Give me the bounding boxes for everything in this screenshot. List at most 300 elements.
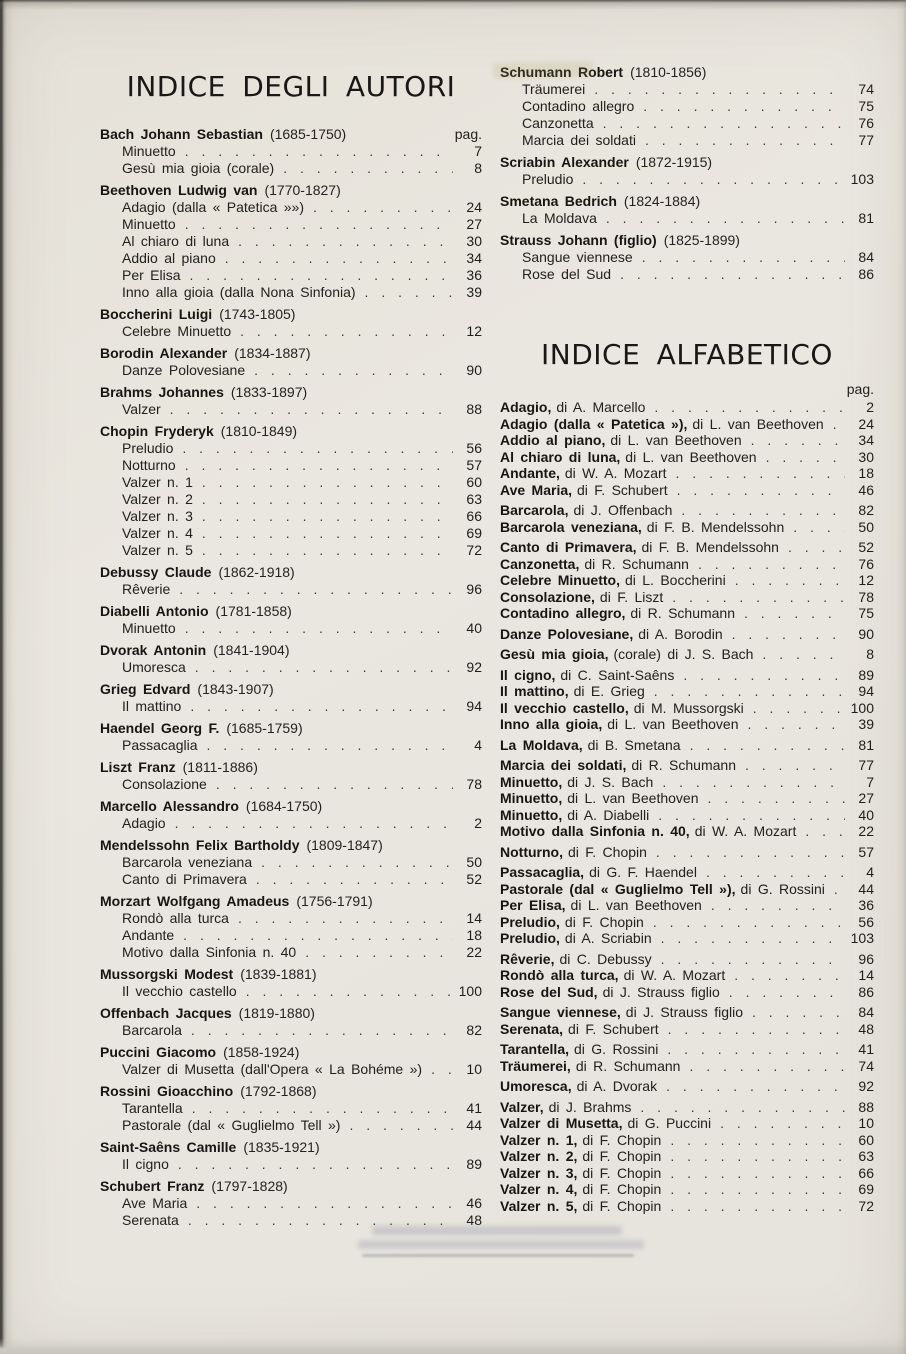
dot-leader	[734, 967, 845, 984]
entry-piece-title: Canto di Primavera,	[500, 539, 637, 555]
entry-composer: di L. van Beethoven	[625, 448, 757, 465]
page-number: 41	[858, 1041, 874, 1057]
index-entry-row	[500, 984, 874, 1001]
page-number: 69	[466, 525, 482, 541]
index-entry-row	[100, 854, 482, 871]
entry-title: Il cigno	[122, 1156, 169, 1172]
index-entry-row	[100, 457, 482, 474]
author-dates: (1825-1899)	[663, 232, 740, 248]
index-entry-row	[500, 774, 874, 791]
entry-title: Rose del Sud	[522, 266, 612, 282]
alpha-letter-group	[500, 844, 874, 861]
entry-composer: di C. Debussy	[559, 950, 652, 967]
entry-piece-title: Valzer,	[500, 1098, 544, 1115]
entry-title: Valzer di Musetta (dall'Opera « La Bohéme »)	[122, 1061, 423, 1077]
dot-leader	[833, 416, 845, 433]
index-entry-row	[100, 491, 482, 508]
page-number: 90	[858, 625, 874, 642]
page-number: 77	[858, 757, 874, 773]
author-name: Saint-Saêns Camille	[100, 1139, 237, 1155]
index-entry-row	[500, 1078, 874, 1095]
entry-composer: di C. Saint-Saêns	[560, 666, 675, 683]
entry-piece-title: La Moldava,	[500, 736, 583, 753]
entry-piece-title: Adagio (dalla « Patetica »),	[500, 415, 688, 432]
author-group	[100, 126, 482, 177]
entry-title: Marcia dei soldati	[522, 132, 636, 148]
author-group	[100, 1044, 482, 1078]
dot-leader	[195, 659, 453, 676]
index-entry-row	[500, 572, 874, 589]
entry-title	[500, 823, 796, 840]
dot-leader	[681, 502, 845, 519]
entry-title: Valzer	[122, 401, 161, 417]
index-entry-row	[500, 539, 874, 556]
entry-composer: di L. van Beethoven	[692, 415, 824, 432]
index-entry-row	[100, 620, 482, 637]
entry-piece-title: Rêverie,	[500, 950, 555, 967]
page-number: 76	[858, 555, 874, 572]
author-group	[100, 603, 482, 637]
author-name: Schumann Robert	[500, 64, 624, 80]
entry-composer: di F. Liszt	[599, 588, 664, 605]
entry-composer: di J. Brahms	[548, 1098, 632, 1115]
page-number: 30	[466, 233, 482, 249]
dot-leader	[670, 1198, 845, 1215]
dot-leader	[216, 776, 453, 793]
author-heading	[100, 759, 482, 776]
page-number: 8	[474, 160, 482, 176]
page-number: 27	[858, 790, 874, 806]
page-number: 77	[858, 132, 874, 148]
entry-composer: di J. Strauss figlio	[625, 1004, 743, 1020]
dot-leader	[191, 1022, 453, 1039]
page-number: 78	[858, 588, 874, 605]
dot-leader	[707, 790, 845, 807]
page-number: 86	[858, 266, 874, 282]
dot-leader	[175, 815, 453, 832]
entry-title: Serenata	[122, 1212, 179, 1228]
entry-title	[500, 626, 723, 643]
author-group	[100, 759, 482, 793]
index-entry-row	[500, 605, 874, 622]
authors-index-right-column	[500, 64, 874, 288]
dot-leader	[182, 440, 453, 457]
entry-title	[500, 1181, 661, 1198]
alpha-letter-group	[500, 737, 874, 754]
page-number: 88	[858, 1098, 874, 1115]
entry-piece-title: Valzer n. 2,	[500, 1148, 578, 1164]
page-number: 14	[858, 967, 874, 983]
entry-title	[500, 774, 653, 791]
dot-leader	[661, 951, 845, 968]
dot-leader	[261, 854, 453, 871]
entry-title	[500, 646, 753, 663]
index-entry-row	[500, 844, 874, 861]
author-name: Mendelssohn Felix Bartholdy	[100, 837, 300, 853]
entry-title	[500, 667, 674, 684]
page-number: 82	[858, 502, 874, 518]
author-dates: (1792-1868)	[240, 1083, 317, 1099]
page-number: 27	[466, 216, 482, 232]
author-name: Debussy Claude	[100, 564, 212, 580]
entry-title	[500, 1078, 657, 1095]
author-group	[100, 564, 482, 598]
entry-composer: di A. Marcello	[556, 399, 646, 415]
index-entry-row	[500, 249, 874, 266]
entry-title: Sangue viennese	[522, 249, 633, 265]
entry-title	[500, 716, 739, 733]
index-entry-row	[100, 440, 482, 457]
author-dates: (1810-1856)	[630, 64, 707, 80]
page-number: 36	[858, 897, 874, 913]
dot-leader	[668, 1021, 845, 1038]
entry-title	[500, 807, 649, 824]
entry-title	[500, 1021, 659, 1038]
pag-label: pag.	[846, 381, 874, 397]
entry-composer: di L. van Beethoven	[607, 716, 739, 732]
dot-leader	[751, 432, 845, 449]
dot-leader	[170, 401, 453, 418]
page-number: 63	[466, 491, 482, 507]
author-name: Scriabin Alexander	[500, 154, 629, 170]
page-number: 14	[466, 910, 482, 926]
entry-title	[500, 449, 757, 466]
index-entry-row	[500, 930, 874, 947]
index-entry-row	[100, 1156, 482, 1173]
index-entry-row	[100, 581, 482, 598]
page-edge-bottom	[0, 1338, 906, 1354]
entry-piece-title: Adagio,	[500, 399, 552, 415]
page-number: 36	[466, 267, 482, 283]
entry-title: Barcarola veneziana	[122, 854, 253, 870]
entry-piece-title: Tarantella,	[500, 1041, 569, 1057]
dot-leader	[834, 881, 845, 898]
entry-title: Per Elisa	[122, 267, 181, 283]
index-entry-row	[500, 667, 874, 684]
author-name: Schubert Franz	[100, 1178, 205, 1194]
author-name: Smetana Bedrich	[500, 193, 617, 209]
page-number: 22	[466, 944, 482, 960]
entry-composer: di F. Chopin	[582, 1131, 662, 1148]
author-group	[100, 642, 482, 676]
entry-composer: di R. Schumann	[631, 757, 736, 773]
index-entry-row	[500, 626, 874, 643]
entry-title: Inno alla gioia (dalla Nona Sinfonia)	[122, 284, 356, 300]
page-number: 103	[850, 930, 874, 946]
entry-title	[500, 416, 824, 433]
page-edge-right	[897, 0, 906, 1354]
entry-title: Minuetto	[122, 216, 176, 232]
dot-leader	[190, 267, 453, 284]
page-number: 90	[466, 362, 482, 378]
index-entry-row	[100, 143, 482, 160]
author-heading	[100, 966, 482, 983]
page-number: 48	[466, 1212, 482, 1228]
author-heading	[100, 1083, 482, 1100]
author-dates: (1797-1828)	[211, 1178, 288, 1194]
author-dates: (1756-1791)	[296, 893, 373, 909]
index-entry-row	[500, 897, 874, 914]
page-number: 86	[858, 983, 874, 1000]
dot-leader	[672, 589, 845, 606]
entry-title: Addio al piano	[122, 250, 216, 266]
dot-leader	[305, 944, 453, 961]
author-name: Offenbach Jacques	[100, 1005, 232, 1021]
entry-composer: di J. Offenbach	[573, 502, 673, 518]
entry-title: Notturno	[122, 457, 176, 473]
author-group	[100, 182, 482, 301]
entry-title	[500, 465, 667, 482]
entry-title: Barcarola	[122, 1022, 182, 1038]
entry-composer: di A. Scriabin	[564, 930, 652, 946]
entry-title: Consolazione	[122, 776, 207, 792]
entry-composer: di W. A. Mozart	[623, 967, 726, 983]
index-entry-row	[100, 1212, 482, 1229]
author-heading	[100, 384, 482, 401]
entry-composer: di L. van Beethoven	[570, 897, 702, 913]
page-number: 74	[858, 1057, 874, 1074]
entry-title: Andante	[122, 927, 175, 943]
author-group	[100, 966, 482, 1000]
page-number: 63	[858, 1148, 874, 1164]
page-number: 66	[466, 508, 482, 524]
author-dates: (1872-1915)	[635, 154, 713, 170]
author-group	[100, 1178, 482, 1229]
page-number: 24	[858, 415, 874, 432]
alpha-letter-group	[500, 399, 874, 498]
dot-leader	[666, 1078, 845, 1095]
alpha-letter-group	[500, 1004, 874, 1037]
dot-leader	[654, 683, 845, 700]
dot-leader	[594, 81, 845, 98]
alpha-letter-group	[500, 1041, 874, 1074]
entry-piece-title: Al chiaro di luna,	[500, 448, 621, 465]
author-group	[100, 681, 482, 715]
entry-composer: di E. Grieg	[573, 683, 645, 699]
page-number: 50	[466, 854, 482, 870]
page-number: 81	[858, 736, 874, 753]
page-number: 78	[466, 776, 482, 792]
entry-title: Danze Polovesiane	[122, 362, 246, 378]
page-number: 75	[858, 605, 874, 621]
index-entry-row	[500, 864, 874, 881]
entry-title	[500, 930, 652, 947]
dot-leader	[202, 474, 453, 491]
entry-composer: di F. Chopin	[582, 1148, 662, 1164]
entry-composer: di A. Dvorak	[576, 1078, 658, 1094]
author-dates: (1811-1886)	[182, 759, 258, 775]
entry-title	[500, 1165, 661, 1182]
author-heading	[100, 893, 482, 910]
page-number: 4	[866, 864, 874, 880]
dot-leader	[732, 626, 845, 643]
page-number: 88	[466, 401, 482, 417]
entry-piece-title: Notturno,	[500, 843, 563, 860]
entry-piece-title: Il mattino,	[500, 683, 569, 699]
entry-piece-title: Preludio,	[500, 930, 560, 946]
dot-leader	[246, 983, 453, 1000]
index-entry-row	[100, 160, 482, 177]
index-entry-row	[500, 266, 874, 283]
entry-title	[500, 589, 663, 606]
page-number: 44	[466, 1117, 482, 1133]
dot-leader	[670, 1132, 845, 1149]
index-entry-row	[500, 1115, 874, 1132]
alpha-letter-group	[500, 539, 874, 622]
entry-piece-title: Celebre Minuetto,	[500, 572, 620, 588]
index-entry-row	[500, 449, 874, 466]
author-name: Brahms Johannes	[100, 384, 224, 400]
page-number: 103	[850, 171, 874, 187]
entry-composer: di R. Schumann	[575, 1057, 681, 1074]
dot-leader	[185, 143, 453, 160]
author-heading	[100, 720, 482, 737]
author-name: Liszt Franz	[100, 759, 176, 775]
entry-composer: di F. Schubert	[577, 481, 668, 498]
index-entry-row	[100, 508, 482, 525]
page-edge-top	[0, 0, 906, 10]
index-entry-row	[500, 914, 874, 931]
author-name: Puccini Giacomo	[100, 1044, 217, 1060]
index-entry-row	[100, 983, 482, 1000]
page-number: 12	[466, 323, 482, 339]
dot-leader	[643, 98, 845, 115]
entry-title	[500, 1198, 661, 1215]
entry-title	[500, 914, 644, 931]
entry-piece-title: Preludio,	[500, 913, 560, 930]
entry-title	[500, 737, 681, 754]
author-heading	[100, 1044, 482, 1061]
author-group	[100, 423, 482, 559]
dot-leader	[185, 457, 453, 474]
author-group	[100, 1139, 482, 1173]
page-number: 10	[466, 1061, 482, 1077]
dot-leader	[735, 572, 845, 589]
author-dates: (1824-1884)	[623, 193, 701, 209]
dot-leader	[656, 844, 845, 861]
index-entry-row	[100, 284, 482, 301]
author-name: Boccherini Luigi	[100, 306, 213, 322]
page-number: 52	[466, 871, 482, 887]
page-number: 56	[858, 913, 874, 930]
page-number: 57	[466, 457, 482, 473]
entry-title	[500, 1115, 711, 1132]
entry-piece-title: Valzer n. 3,	[500, 1164, 578, 1181]
author-name: Dvorak Antonin	[100, 642, 207, 658]
author-group	[100, 306, 482, 340]
entry-title: Gesù mia gioia (corale)	[122, 160, 275, 176]
entry-title: Preludio	[122, 440, 174, 456]
dot-leader	[752, 1004, 845, 1021]
page-number: 94	[858, 683, 874, 699]
page-number: 44	[858, 880, 874, 897]
dot-leader	[349, 1117, 453, 1134]
page-number: 89	[858, 666, 874, 683]
index-entry-row	[500, 416, 874, 433]
page-number: 72	[858, 1197, 874, 1214]
entry-title	[500, 556, 689, 573]
author-group	[100, 1083, 482, 1134]
dot-leader	[653, 914, 845, 931]
entry-composer: di A. Diabelli	[567, 806, 650, 823]
dot-leader	[365, 284, 453, 301]
index-entry-row	[500, 482, 874, 499]
entry-title: Il mattino	[122, 698, 182, 714]
index-entry-row	[500, 1198, 874, 1215]
index-entry-row	[500, 1004, 874, 1021]
page-number: 7	[866, 773, 874, 790]
dot-leader	[683, 667, 845, 684]
entry-piece-title: Sangue viennese,	[500, 1004, 621, 1020]
dot-leader	[645, 132, 845, 149]
index-entry-row	[100, 1117, 482, 1134]
index-entry-row	[100, 944, 482, 961]
index-entry-row	[500, 1132, 874, 1149]
index-entry-row	[100, 1061, 482, 1078]
entry-title: Al chiaro di luna	[122, 233, 230, 249]
entry-piece-title: Valzer n. 5,	[500, 1197, 578, 1214]
author-heading	[500, 154, 874, 171]
alphabetical-index-title: INDICE ALFABETICO	[541, 338, 833, 371]
entry-title: Ave Maria	[122, 1195, 188, 1211]
author-group	[100, 798, 482, 832]
dot-leader	[662, 774, 845, 791]
index-entry-row	[500, 700, 874, 717]
page-number: 2	[474, 815, 482, 831]
page-number: 8	[866, 646, 874, 662]
entry-title	[500, 605, 735, 622]
author-group	[500, 154, 874, 188]
dot-leader	[805, 823, 845, 840]
dot-leader	[192, 1100, 453, 1117]
dot-leader	[670, 1148, 845, 1165]
author-dates: (1781-1858)	[215, 603, 292, 619]
page-number: 34	[858, 432, 874, 448]
index-entry-row	[500, 1041, 874, 1058]
index-entry-row	[500, 115, 874, 132]
index-entry-row	[100, 1195, 482, 1212]
author-dates: (1810-1849)	[220, 423, 298, 439]
entry-piece-title: Marcia dei soldati,	[500, 757, 627, 773]
author-group	[100, 893, 482, 961]
index-entry-row	[100, 199, 482, 216]
dot-leader	[238, 910, 453, 927]
page-number: 75	[858, 98, 874, 114]
entry-composer: di F. Chopin	[582, 1181, 662, 1197]
author-name: Bach Johann Sebastian	[100, 126, 263, 142]
dot-leader	[183, 927, 453, 944]
author-dates: (1833-1897)	[230, 384, 308, 400]
dot-leader	[698, 556, 845, 573]
index-entry-row	[500, 98, 874, 115]
entry-title	[500, 572, 726, 589]
dot-leader	[667, 1041, 845, 1058]
page-number: 84	[858, 1004, 874, 1020]
entry-title: Motivo dalla Sinfonia n. 40	[122, 944, 297, 960]
entry-title: Canto di Primavera	[122, 871, 247, 887]
page-number: 66	[858, 1164, 874, 1181]
index-entry-row	[500, 737, 874, 754]
author-dates: (1684-1750)	[245, 798, 323, 814]
index-entry-row	[500, 716, 874, 733]
index-entry-row	[100, 698, 482, 715]
entry-composer: di G. Puccini	[627, 1115, 712, 1131]
index-entry-row	[500, 1021, 874, 1038]
page-number: 76	[858, 115, 874, 131]
dot-leader	[654, 399, 845, 416]
entry-piece-title: Motivo dalla Sinfonia n. 40,	[500, 823, 690, 839]
dot-leader	[670, 1181, 845, 1198]
